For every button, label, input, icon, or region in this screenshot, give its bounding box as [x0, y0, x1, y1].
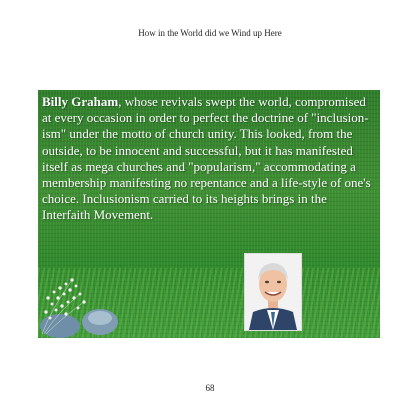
white-flowers-decoration — [38, 268, 128, 338]
billy-graham-name: Billy Graham — [42, 94, 119, 109]
green-slide-panel — [38, 90, 380, 338]
page-number: 68 — [205, 383, 215, 393]
slide-paragraph — [42, 94, 374, 224]
page-header-title: How in the World did we Wind up Here — [138, 28, 282, 38]
slide-body-text: , whose revivals swept the world, compromised at every occasion in order to perfect the doctrine of "inclusion-ism" under the motto of church unity. This looked, from the outside, to be innocent and successful, but it has manifested itself as mega churches and "popularism," accommodating a membership manifesting no repentance and a life-style of one's choice. Inclusionism carried to its heights brings in the Interfaith Movement. — [42, 94, 371, 223]
billy-graham-portrait — [244, 253, 302, 331]
